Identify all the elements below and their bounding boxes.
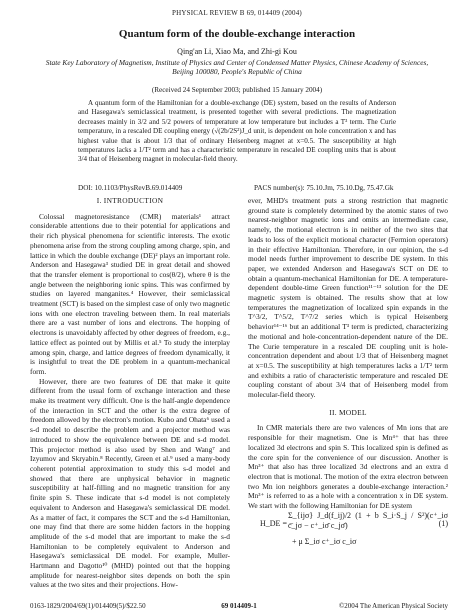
equation-rhs xyxy=(288,511,448,530)
paragraph: ever, MHD's treatment puts a strong restriction that magnetic ground state is completely determined by the atomic states of two nearest-neighbor magnetic ions and omits an intermediate case, namely, the motional electron is in neither of the two sites that leads to loss of the explicit motional character (Fermion operators) in their effective Hamiltonian. Therefore, in our opinion, the s-d model needs further improvement to describe DE system. In this paper, we extended Anderson and Hasegawa's SCT on DE to obtain a quantum-mechanical Hamiltonian for DE. A temperature-dependent double-time Green function¹¹⁻¹³ solution for the DE magnetic system is obtained. The results show that at low temperatures the magnetization of localized spin expands in the T^3/2, T^5/2, T^7/2 series which is typical Heisenberg behavior¹⁴⁻¹⁶ but an additional T³ term is predicted, characterizing the motional and hole-concentration-dependent nature of the DE. The Curie temperature in a rescaled DE coupling unit is hole-concentration dependent and about 1/3 that of Heisenberg magnet at x=0.5. The susceptibility at high temperatures lacks a 1/T² term and exhibits a ratio of characteristic temperature and rescaled DE coupling constant of about 3/4 that of Heisenberg model from molecular-field theory. xyxy=(248,196,448,400)
received-dates: (Received 24 September 2003; published 15 January 2004) xyxy=(151,86,323,94)
paragraph: In CMR materials there are two valences of Mn ions that are responsible for their magnetism. One is Mn⁴⁺ that has three localized 3d electrons and spin S. This localized spin is defined as the core spin for the convenience of our discussion. Another is Mn³⁺ that also has three localized 3d electrons and an extra d electron that is motional. The motion of the extra electron between two Mn ion neighbors generates a double-exchange interaction.² Mn³⁺ is referred to as a hole with a concentration x in DE system. We start with the following Hamiltonian for DE system xyxy=(248,423,448,511)
equation-number: (1) xyxy=(438,518,448,528)
footer-page-number: 69 014409-1 xyxy=(221,602,257,610)
abstract: A quantum form of the Hamiltonian for a double-exchange (DE) system, based on the results of Anderson and Hasegawa's semiclassical treatment, is presented together with several predictions. The magnetization decreases mainly in 3/2 and 5/2 powers of temperature at low temperature but includes a T³ term. The Curie temperature, in a rescaled DE coupling energy (√(2b/2S²)J_d unit, is dependent on hole concentration x and has highest value that is about 1/3 that of ordinary Heisenberg magnet at x=0.5. The susceptibility at high temperatures lacks a 1/T² term and has a characteristic temperature in rescaled DE coupling units that is about 3/4 that of Heisenberg magnet in molecular-field theory. xyxy=(78,99,396,164)
section-heading-model: II. MODEL xyxy=(329,407,367,417)
equation-line-2: + μ Σ_iσ c⁺_iσ c_iσ xyxy=(292,536,357,546)
equation-body: J_d(f_ij)/2 (1 + b S_i·S_j / S²)(c⁺_iσ c_jσ − c⁺_iσ̄ c_jσ̄) xyxy=(288,510,449,530)
footer-publisher: ©2004 The American Physical Society xyxy=(338,602,448,610)
right-column xyxy=(248,196,448,555)
affiliation xyxy=(40,58,434,77)
paragraph: However, there are two features of DE that make it quite different from the usual form of exchange interaction and these make its treatment very difficult. One is the half-angle dependence of the interaction in SCT and the other is the extra degree of freedom allowed by the electron's motion. Kubo and Ohata⁶ used a s-d model to describe the problem and a projector method was introduced to show the equivalence between DE and s-d model. This projector method is also used by Shen and Wang⁷ and Izyumov and Skryabin.⁸ Recently, Green et al.⁹ used a many-body coherent potential approximation to study this s-d model and showed that there are unphysical behavior in magnetic susceptibility at half-filling and no magnetic transition for any finite spin S. These indicate that s-d model is not completely equivalent to Anderson and Hasegawa's semiclassical DE model. As a matter of fact, it compares the SCT and the s-d Hamiltonian, one may find that there are some hidden factors in the hopping amplitude of the s-d model that are important to make the s-d Hamiltonian to be completely equivalent to Anderson and Hasegawa's semiclassical DE model. For example, Muller-Hartmann and Dagotto¹⁰ (MHD) pointed out that the hopping amplitude for nearest-neighbor sites depends on both the spin values at the two sites and their projections. How- xyxy=(30,376,230,590)
equation-sum: Σ_{ijσ} xyxy=(288,510,314,520)
section-heading-introduction: I. INTRODUCTION xyxy=(96,196,164,205)
affiliation-line-2: Beijing 100080, People's Republic of China xyxy=(172,67,302,77)
left-column xyxy=(30,196,230,590)
doi: DOI: 10.1103/PhysRevB.69.014409 xyxy=(78,184,183,192)
author-list: Qing'an Li, Xiao Ma, and Zhi-gi Kou xyxy=(177,47,297,56)
pacs-numbers: PACS number(s): 75.10.Jm, 75.10.Dg, 75.47.Gk xyxy=(254,184,394,192)
running-head: PHYSICAL REVIEW B 69, 014409 (2004) xyxy=(172,9,302,17)
affiliation-line-1: State Key Laboratory of Magnetism, Institute of Physics and Center of Condensed Matter Physics, Chinese Academy of Sciences, xyxy=(45,58,429,67)
paragraph: Colossal magnetoresistance (CMR) materials¹ attract considerable attentions due to their potential for applications and their rich physical phenomena for scientific interests. The exotic phenomena arise from the strong coupling among charge, spin, and lattice in which the double exchange (DE)² plays an important role. Anderson and Hasegawa³ studied DE in great detail and showed that the transfer element is proportional to cos(θ/2), where θ is the angle between the neighboring ionic spins. This was confirmed by studies on layered manganites.⁴ However, their semiclassical treatment (SCT) is based on the simplest case of only two magnetic ions with one electron traveling between them. In real materials there are a vast number of ions and electrons. The hopping of electrons is unavoidably affected by other degrees of freedom, e.g., lattice effect as pointed out by Millis et al.⁵ To study the interplay among spin, charge, and lattice degrees of freedom dynamically, it is insightful to treat the DE problem in a quantum-mechanical form. xyxy=(30,211,230,376)
footer-copyright-code: 0163-1829/2004/69(1)/014409(5)/$22.50 xyxy=(30,602,146,610)
equation-1 xyxy=(248,511,448,555)
paper-title: Quantum form of the double-exchange interaction xyxy=(118,28,356,40)
equation-lhs: H_DE = − xyxy=(260,518,294,528)
